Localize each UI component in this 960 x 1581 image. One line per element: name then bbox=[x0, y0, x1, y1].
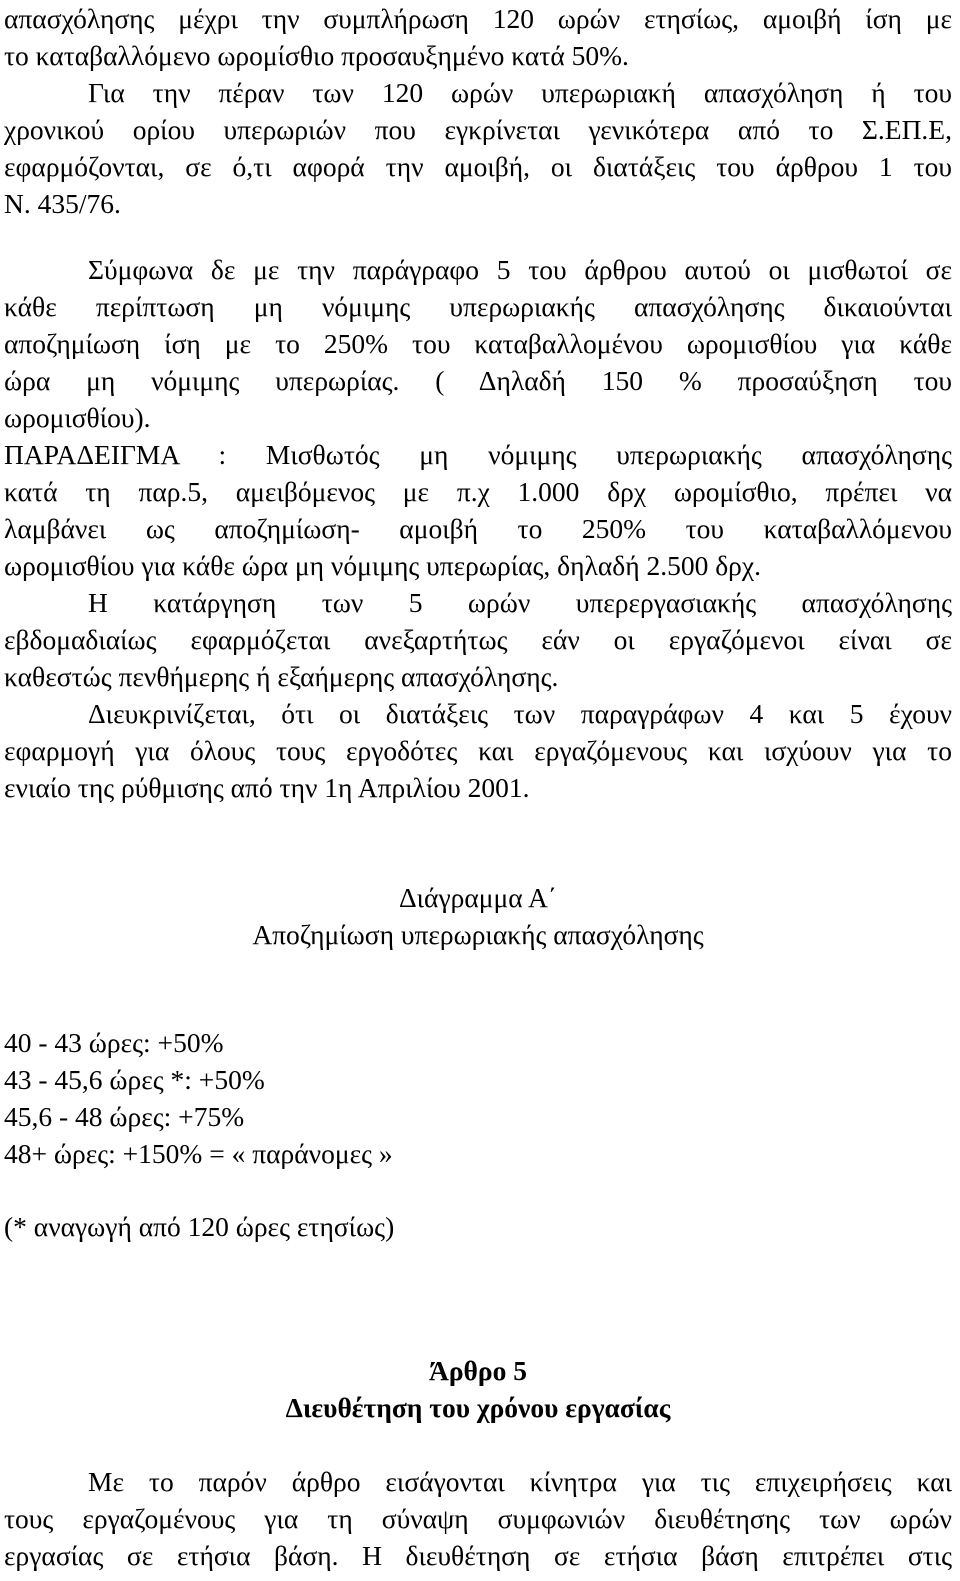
text-line: αποζημίωση ίση με το 250% του καταβαλλομένου ωρομισθίου για κάθε bbox=[4, 328, 952, 359]
example-line: ΠΑΡΑΔΕΙΓΜΑ : Μισθωτός μη νόμιμης υπερωριακής απασχόλησης bbox=[4, 439, 952, 470]
diagram-footnote: (* αναγωγή από 120 ώρες ετησίως) bbox=[4, 1211, 395, 1242]
diagram-row: 45,6 - 48 ώρες: +75% bbox=[4, 1101, 245, 1132]
article-subheading: Διευθέτηση του χρόνου εργασίας bbox=[285, 1392, 671, 1423]
text-line: ενιαίο της ρύθμισης από την 1η Απριλίου 2001. bbox=[4, 772, 530, 803]
text-line: καθεστώς πενθήμερης ή εξαήμερης απασχόλησης. bbox=[4, 661, 559, 692]
diagram-subtitle: Αποζημίωση υπερωριακής απασχόλησης bbox=[252, 919, 704, 950]
text-line: Η κατάργηση των 5 ωρών υπερεργασιακής απασχόλησης bbox=[88, 587, 952, 618]
diagram-row: 43 - 45,6 ώρες *: +50% bbox=[4, 1064, 265, 1095]
text-line: λαμβάνει ως αποζημίωση- αμοιβή το 250% του καταβαλλόμενου bbox=[4, 513, 952, 544]
text-line: Διευκρινίζεται, ότι οι διατάξεις των παραγράφων 4 και 5 έχουν bbox=[88, 698, 952, 729]
text-line: χρονικού ορίου υπερωριών που εγκρίνεται γενικότερα από το Σ.ΕΠ.Ε, bbox=[4, 114, 952, 145]
text-line: εφαρμόζονται, σε ό,τι αφορά την αμοιβή, οι διατάξεις του άρθρου 1 του bbox=[4, 151, 952, 182]
text-line: απασχόλησης μέχρι την συμπλήρωση 120 ωρών ετησίως, αμοιβή ίση με bbox=[4, 3, 952, 34]
text-line: τους εργαζομένους για τη σύναψη συμφωνιών διευθέτησης των ωρών bbox=[4, 1503, 952, 1534]
text-line: εβδομαδιαίως εφαρμόζεται ανεξαρτήτως εάν οι εργαζόμενοι είναι σε bbox=[4, 624, 952, 655]
text-line: εφαρμογή για όλους τους εργοδότες και εργαζόμενους και ισχύουν για το bbox=[4, 735, 952, 766]
article-heading: Άρθρο 5 bbox=[428, 1355, 528, 1386]
diagram-row: 40 - 43 ώρες: +50% bbox=[4, 1027, 224, 1058]
text-line: κάθε περίπτωση μη νόμιμης υπερωριακής απασχόλησης δικαιούνται bbox=[4, 291, 952, 322]
text-line: εργασίας σε ετήσια βάση. Η διευθέτηση σε ετήσια βάση επιτρέπει στις bbox=[4, 1540, 952, 1571]
text-line: Σύμφωνα δε με την παράγραφο 5 του άρθρου αυτού οι μισθωτοί σε bbox=[88, 254, 952, 285]
text-line: ωρομισθίου για κάθε ώρα μη νόμιμης υπερωρίας, δηλαδή 2.500 δρχ. bbox=[4, 550, 761, 581]
text-line: Με το παρόν άρθρο εισάγονται κίνητρα για τις επιχειρήσεις και bbox=[88, 1466, 952, 1497]
text-line: το καταβαλλόμενο ωρομίσθιο προσαυξημένο κατά 50%. bbox=[4, 40, 629, 71]
text-line: ώρα μη νόμιμης υπερωρίας. ( Δηλαδή 150 % προσαύξηση του bbox=[4, 365, 952, 396]
text-line: ωρομισθίου). bbox=[4, 402, 151, 433]
diagram-row: 48+ ώρες: +150% = « παράνομες » bbox=[4, 1138, 393, 1169]
diagram-title: Διάγραμμα Α΄ bbox=[398, 882, 558, 913]
text-line: κατά τη παρ.5, αμειβόμενος με π.χ 1.000 δρχ ωρομίσθιο, πρέπει να bbox=[4, 476, 952, 507]
text-line: Ν. 435/76. bbox=[4, 188, 121, 219]
text-line: Για την πέραν των 120 ωρών υπερωριακή απασχόληση ή του bbox=[88, 77, 952, 108]
